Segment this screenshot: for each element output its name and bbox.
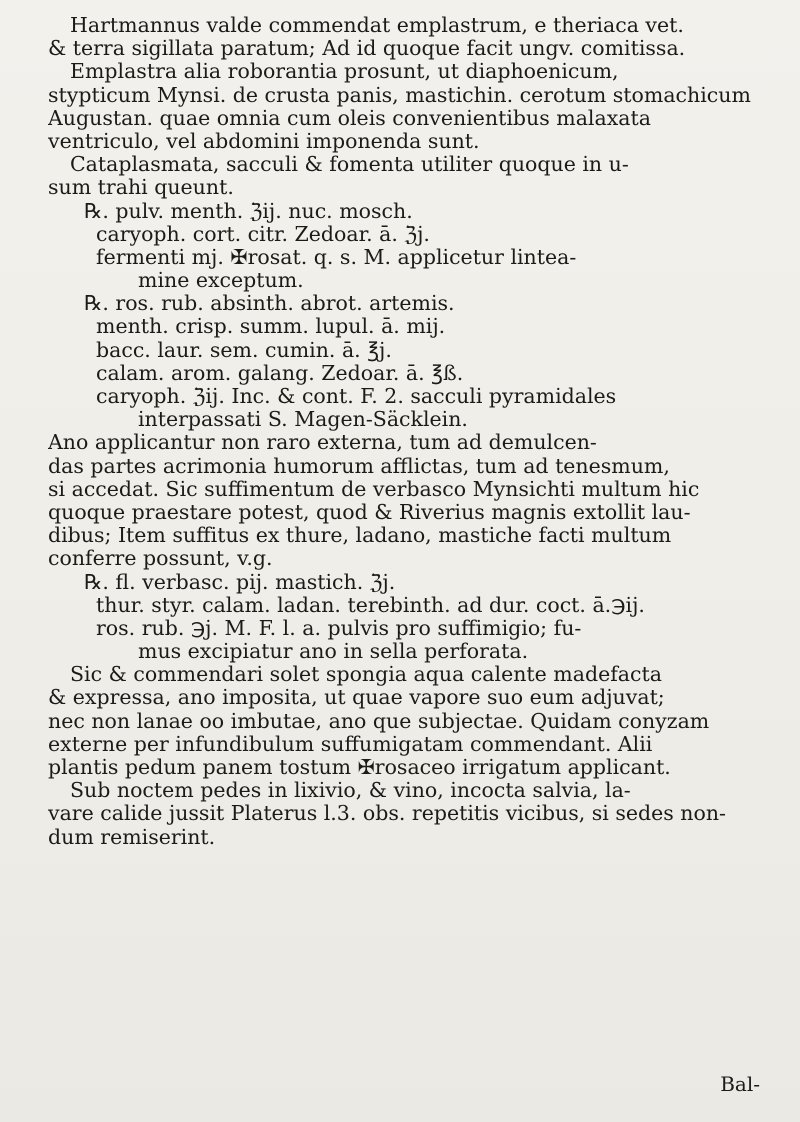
recipe-line: menth. crisp. summ. lupul. ā. mij. [96, 315, 446, 339]
text-line: Sic & commendari solet spongia aqua calente madefacta [70, 663, 662, 687]
recipe-line: caryoph. cort. citr. Zedoar. ā. ℨj. [96, 222, 430, 246]
recipe-line: ℞. fl. verbasc. pij. mastich. ℨj. [84, 570, 396, 594]
text-line: Hartmannus valde commendat emplastrum, e theriaca vet. [70, 14, 684, 37]
recipe-line: ℞. ros. rub. absinth. abrot. artemis. [84, 292, 455, 316]
recipe-line: caryoph. ℨij. Inc. & cont. F. 2. sacculi pyramidales [96, 385, 617, 408]
recipe-line: bacc. laur. sem. cumin. ā. ℥j. [96, 338, 392, 362]
text-line: externe per infundibulum suffumigatam commendant. Alii [48, 732, 653, 756]
text-line: sum trahi queunt. [48, 176, 234, 200]
text-line: conferre possunt, v.g. [48, 547, 273, 571]
text-line: plantis pedum panem tostum ✠rosaceo irrigatum applicant. [48, 756, 671, 779]
recipe-line: ℞. pulv. menth. ℨij. nuc. mosch. [84, 199, 413, 223]
text-line: vare calide jussit Platerus l.3. obs. repetitis vicibus, si sedes non- [48, 802, 726, 826]
text-line: Ano applicantur non raro externa, tum ad demulcen- [48, 431, 597, 455]
text-line: ventriculo, vel abdomini imponenda sunt. [48, 129, 480, 153]
text-line: das partes acrimonia humorum afflictas, tum ad tenesmum, [48, 454, 670, 478]
body-text [48, 14, 768, 849]
recipe-line: interpassati S. Magen-Säcklein. [138, 408, 468, 432]
text-line: Augustan. quae omnia cum oleis convenientibus malaxata [48, 106, 651, 130]
text-line: si accedat. Sic suffimentum de verbasco Mynsichti multum hic [48, 477, 700, 501]
text-line: nec non lanae oo imbutae, ano que subjectae. Quidam conyzam [48, 709, 710, 733]
text-line: Cataplasmata, sacculi & fomenta utiliter quoque in u- [70, 153, 629, 177]
recipe-line: calam. arom. galang. Zedoar. ā. ℥ß. [96, 361, 464, 385]
text-line: Emplastra alia roborantia prosunt, ut diaphoenicum, [70, 60, 619, 84]
text-line: quoque praestare potest, quod & Riverius magnis extollit lau- [48, 500, 691, 524]
recipe-line: thur. styr. calam. ladan. terebinth. ad dur. coct. ā.℈ij. [96, 593, 645, 617]
text-line: & expressa, ano imposita, ut quae vapore suo eum adjuvat; [48, 686, 665, 710]
recipe-line: mus excipiatur ano in sella perforata. [138, 640, 529, 664]
text-line: Sub noctem pedes in lixivio, & vino, incocta salvia, la- [70, 779, 631, 803]
recipe-line: mine exceptum. [138, 269, 304, 293]
recipe-line: fermenti mj. ✠rosat. q. s. M. applicetur lintea- [96, 245, 577, 269]
recipe-line: ros. rub. ℈j. M. F. l. a. pulvis pro suffimigio; fu- [96, 616, 582, 640]
catchword: Bal- [720, 1072, 760, 1096]
text-line: & terra sigillata paratum; Ad id quoque facit ungv. comitissa. [48, 37, 686, 61]
text-line: dibus; Item suffitus ex thure, ladano, mastiche facti multum [48, 524, 672, 548]
text-line: dum remiserint. [48, 825, 216, 849]
text-line: stypticum Mynsi. de crusta panis, mastichin. cerotum stomachicum [48, 83, 751, 107]
